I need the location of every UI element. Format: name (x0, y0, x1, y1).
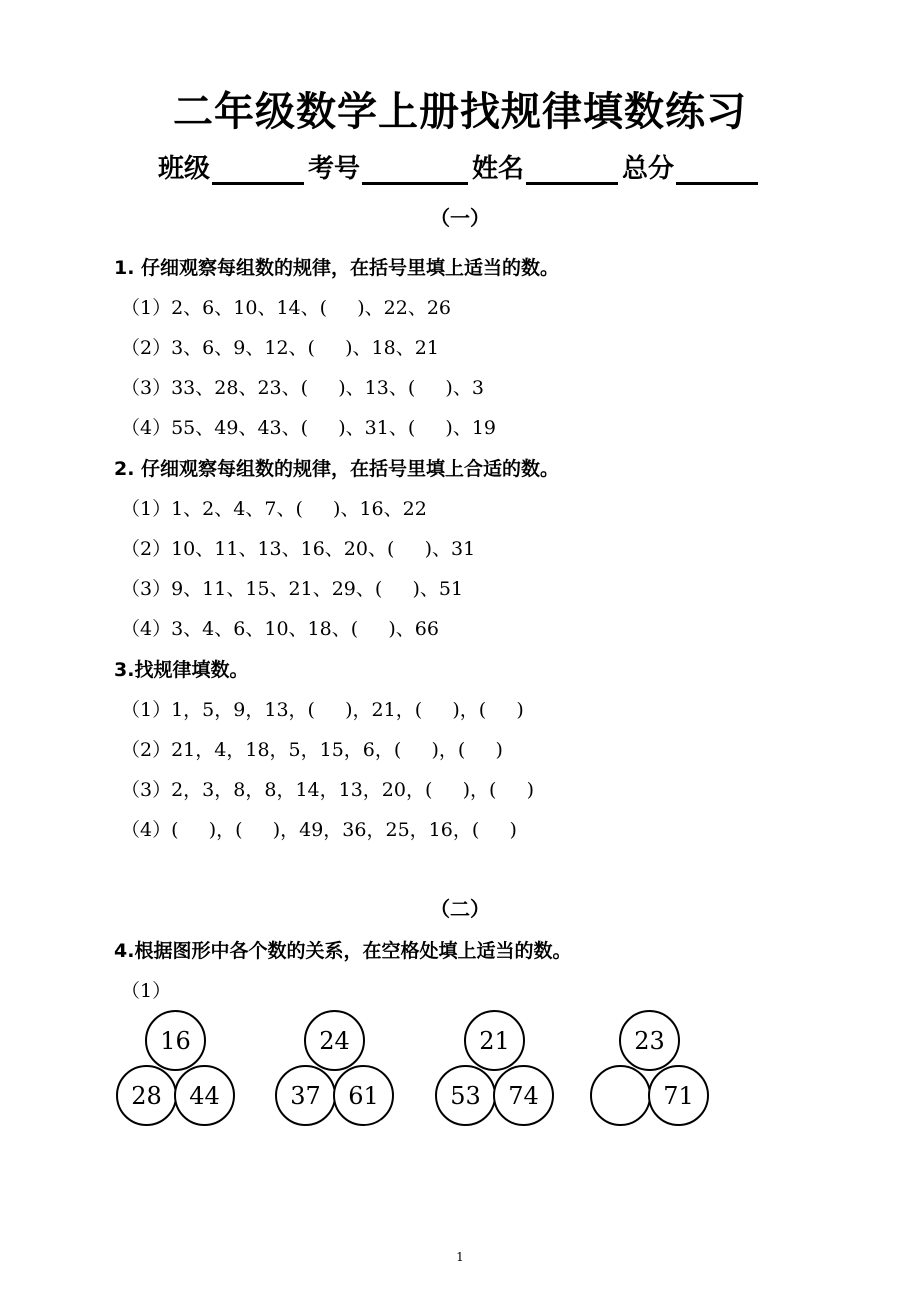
number-blank[interactable] (362, 152, 468, 185)
class-blank[interactable] (212, 152, 304, 185)
question-1-item-4: （4）55、49、43、( )、31、( )、19 (121, 417, 497, 439)
score-label: 总分 (622, 154, 675, 184)
question-1-item-2: （2）3、6、9、12、( )、18、21 (121, 337, 439, 359)
circle-right: 71 (648, 1065, 709, 1126)
question-4-sub-label: （1） (121, 980, 172, 1002)
question-2-item-1: （1）1、2、4、7、( )、16、22 (121, 498, 427, 520)
circle-left-blank[interactable] (590, 1065, 651, 1126)
question-1-item-3: （3）33、28、23、( )、13、( )、3 (121, 377, 484, 399)
question-3-item-1: （1）1，5，9，13，( )，21，( )，( ) (121, 699, 524, 721)
circle-right: 61 (333, 1065, 394, 1126)
number-field (308, 148, 472, 185)
circle-top: 16 (145, 1010, 206, 1071)
name-label: 姓名 (472, 154, 525, 184)
circle-top: 24 (304, 1010, 365, 1071)
circle-left: 37 (275, 1065, 336, 1126)
circle-group-4 (590, 1005, 720, 1135)
question-2-item-3: （3）9、11、15、21、29、( )、51 (121, 578, 464, 600)
question-3-item-3: （3）2，3，8，8，14，13，20，( )，( ) (121, 779, 535, 801)
question-2-heading: 2. 仔细观察每组数的规律，在括号里填上合适的数。 (114, 458, 560, 480)
name-blank[interactable] (526, 152, 618, 185)
question-4-heading: 4.根据图形中各个数的关系，在空格处填上适当的数。 (114, 940, 572, 962)
circle-right: 74 (493, 1065, 554, 1126)
circle-group-3 (435, 1005, 565, 1135)
circle-top: 21 (464, 1010, 525, 1071)
circle-group-2 (275, 1005, 405, 1135)
question-3-heading: 3.找规律填数。 (114, 659, 249, 681)
circle-puzzles (0, 1005, 920, 1135)
class-field (158, 148, 308, 185)
name-field (472, 148, 622, 185)
question-1-item-1: （1）2、6、10、14、( )、22、26 (121, 297, 451, 319)
circle-right: 44 (174, 1065, 235, 1126)
class-label: 班级 (157, 154, 210, 184)
question-3-item-2: （2）21，4，18，5，15，6，( )，( ) (121, 739, 503, 761)
number-label: 考号 (307, 154, 360, 184)
circle-top: 23 (619, 1010, 680, 1071)
page-title: 二年级数学上册找规律填数练习 (173, 89, 747, 135)
page-number: 1 (456, 1250, 464, 1264)
circle-left: 53 (435, 1065, 496, 1126)
question-2-item-4: （4）3、4、6、10、18、( )、66 (121, 618, 439, 640)
question-1-heading: 1. 仔细观察每组数的规律，在括号里填上适当的数。 (114, 257, 560, 279)
circle-group-1 (116, 1005, 246, 1135)
section-heading-2: （二） (430, 897, 490, 921)
circle-left: 28 (116, 1065, 177, 1126)
section-heading-1: （一） (430, 206, 490, 230)
student-info-row (0, 148, 920, 185)
question-2-item-2: （2）10、11、13、16、20、( )、31 (121, 538, 476, 560)
question-3-item-4: （4）( )，( )，49，36，25，16，( ) (121, 819, 517, 841)
score-blank[interactable] (676, 152, 758, 185)
score-field (622, 148, 762, 185)
